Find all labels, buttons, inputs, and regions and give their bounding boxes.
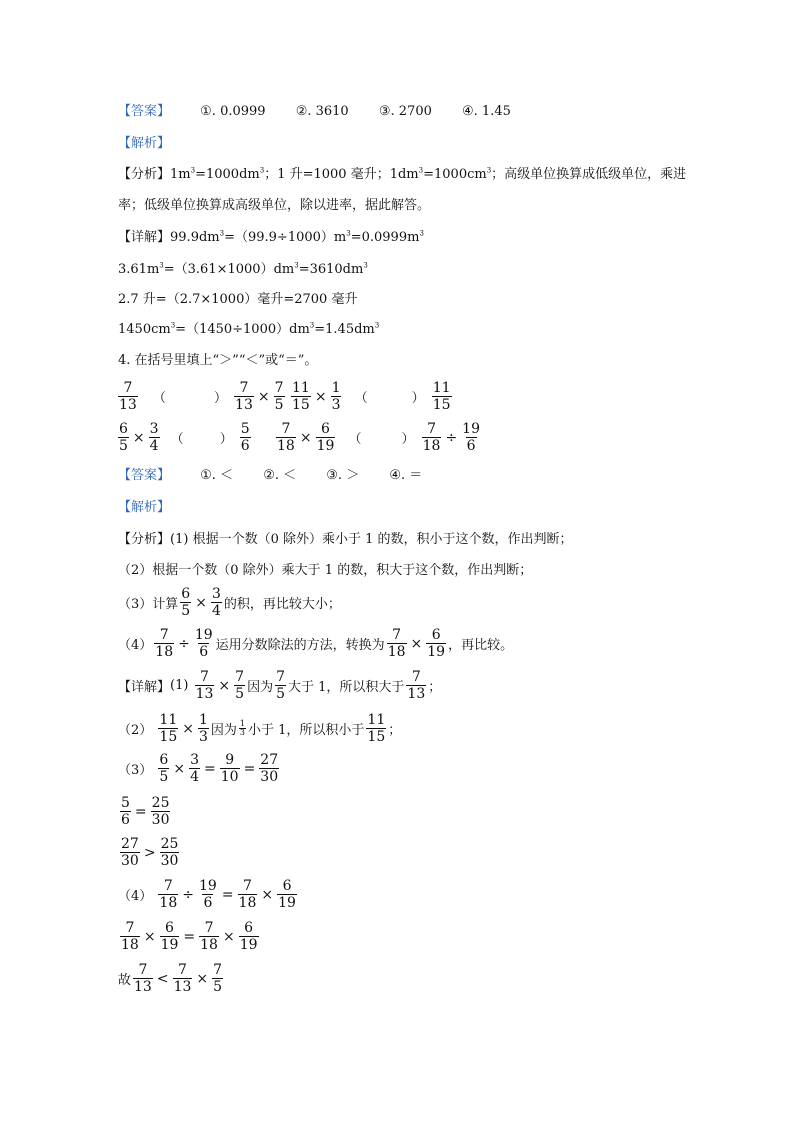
equals-sign: = xyxy=(221,886,234,903)
fraction xyxy=(461,421,481,454)
numerator: 11 xyxy=(292,380,310,396)
fraction xyxy=(189,752,200,785)
fraction xyxy=(173,962,193,995)
fraction xyxy=(198,712,209,745)
analysis2-fenxi-4 xyxy=(118,627,513,660)
text: ；1 升=1000 毫升；1dm xyxy=(264,167,419,182)
answer-item: ②. 3610 xyxy=(295,104,349,119)
numerator: 7 xyxy=(204,920,214,936)
xiangjie-tag: 【详解】 xyxy=(118,680,171,695)
numerator: 11 xyxy=(159,712,178,728)
detail2-line-6 xyxy=(118,878,299,911)
less-than-sign: < xyxy=(156,970,169,987)
text: ；高级单位换算成低级单位，乘进 xyxy=(491,167,687,182)
denominator: 15 xyxy=(432,397,451,413)
numerator: 7 xyxy=(392,627,402,643)
denominator: 6 xyxy=(466,438,476,454)
denominator: 5 xyxy=(274,397,284,413)
superscript: 3 xyxy=(418,166,424,175)
fraction xyxy=(387,627,407,660)
blank-close-paren: ） xyxy=(411,391,425,406)
numerator: 7 xyxy=(138,962,148,978)
denominator: 30 xyxy=(151,812,170,828)
numerator: 6 xyxy=(181,586,191,602)
blank-open-paren: （ xyxy=(152,391,166,406)
text: 1450cm xyxy=(118,322,171,337)
superscript: 3 xyxy=(219,229,225,238)
denominator: 19 xyxy=(239,937,258,953)
times-sign: × xyxy=(218,677,231,694)
text: 大于 1，所以积大于 xyxy=(288,680,405,695)
answer-line-1 xyxy=(118,103,511,121)
fraction xyxy=(259,752,279,785)
fraction xyxy=(239,720,246,737)
denominator: 18 xyxy=(121,937,139,953)
answer-tag: 【答案】 xyxy=(118,468,171,483)
times-sign: × xyxy=(195,594,207,611)
numerator: 19 xyxy=(198,878,217,894)
detail-line-2 xyxy=(118,261,368,279)
denominator: 4 xyxy=(211,603,221,619)
denominator: 18 xyxy=(155,644,174,660)
fraction xyxy=(160,836,180,869)
equals-sign: = xyxy=(183,928,196,945)
numerator: 3 xyxy=(149,421,159,437)
numerator: 6 xyxy=(159,752,169,768)
equals-sign: = xyxy=(134,803,147,820)
answer-line-2 xyxy=(118,467,422,485)
denominator: 18 xyxy=(422,438,441,454)
superscript: 3 xyxy=(486,166,492,175)
superscript: 3 xyxy=(346,229,351,238)
answer-item: ③. ＞ xyxy=(326,468,360,483)
numerator: 11 xyxy=(432,380,451,396)
fraction xyxy=(180,586,191,619)
denominator: 3 xyxy=(331,397,341,413)
times-sign: × xyxy=(299,429,312,446)
denominator: 15 xyxy=(159,729,178,745)
text: =（1450÷1000）dm xyxy=(175,322,310,337)
numerator: 1 xyxy=(239,719,246,728)
numerator: 5 xyxy=(121,795,130,811)
detail2-line-7 xyxy=(118,920,261,953)
numerator: 7 xyxy=(411,669,421,685)
numerator: 6 xyxy=(165,920,174,936)
blank-close-paren: ） xyxy=(213,391,227,406)
numerator: 6 xyxy=(431,627,441,643)
fraction xyxy=(120,920,140,953)
text: （4） xyxy=(118,889,153,904)
times-sign: × xyxy=(257,388,270,405)
blank-open-paren: （ xyxy=(354,391,368,406)
fraction xyxy=(406,669,426,702)
text: 3.61m xyxy=(118,262,160,277)
denominator: 30 xyxy=(160,853,179,869)
fraction xyxy=(120,795,131,828)
divide-sign: ÷ xyxy=(178,635,190,652)
fraction xyxy=(274,380,285,413)
times-sign: × xyxy=(261,886,274,903)
equals-sign: = xyxy=(204,760,216,777)
times-sign: × xyxy=(222,928,235,945)
numerator: 27 xyxy=(121,836,139,852)
superscript: 3 xyxy=(419,229,424,238)
blank-close-paren: ） xyxy=(219,432,233,447)
denominator: 5 xyxy=(276,686,285,702)
denominator: 5 xyxy=(181,603,191,619)
denominator: 13 xyxy=(134,979,152,995)
fraction xyxy=(331,380,342,413)
numerator: 6 xyxy=(282,878,292,894)
text: =（99.9÷1000）m xyxy=(224,230,347,245)
text: ； xyxy=(388,723,402,738)
denominator: 18 xyxy=(277,438,295,454)
fraction xyxy=(118,380,138,413)
divide-sign: ÷ xyxy=(182,886,194,903)
text: =1000cm xyxy=(423,167,487,182)
fraction xyxy=(154,627,174,660)
fraction xyxy=(199,920,219,953)
q4-item-1 xyxy=(116,380,287,413)
answer-item: ④. 1.45 xyxy=(462,104,511,119)
denominator: 5 xyxy=(119,438,128,454)
text: ，再比较。 xyxy=(448,638,514,653)
numerator: 6 xyxy=(244,920,254,936)
fraction xyxy=(151,795,171,828)
fraction xyxy=(158,878,178,911)
times-sign: × xyxy=(173,760,186,777)
superscript: 3 xyxy=(294,261,299,270)
denominator: 10 xyxy=(220,769,239,785)
detail2-line-5 xyxy=(118,836,181,869)
text: =3610dm xyxy=(298,262,364,277)
numerator: 7 xyxy=(243,878,252,894)
numerator: 19 xyxy=(462,421,480,437)
text: 小于 1，所以积小于 xyxy=(248,723,365,738)
fraction xyxy=(238,878,258,911)
fraction xyxy=(234,380,254,413)
fraction xyxy=(275,669,286,702)
numerator: 6 xyxy=(119,421,128,437)
denominator: 13 xyxy=(407,686,426,702)
superscript: 3 xyxy=(159,261,164,270)
times-sign: × xyxy=(314,388,327,405)
fraction xyxy=(240,421,251,454)
numerator: 25 xyxy=(160,836,179,852)
denominator: 3 xyxy=(198,729,208,745)
times-sign: × xyxy=(132,429,145,446)
numerator: 7 xyxy=(178,962,187,978)
denominator: 15 xyxy=(367,729,386,745)
text: （3） xyxy=(118,763,153,778)
denominator: 13 xyxy=(173,979,192,995)
question-4-title: 4. 在括号里填上“＞”“＜”或“＝”。 xyxy=(118,353,318,368)
numerator: 3 xyxy=(211,586,221,602)
numerator: 6 xyxy=(321,421,330,437)
text: 因为 xyxy=(247,680,274,695)
analysis-fenxi-line-2: 率；低级单位换算成高级单位，除以进率，据此解答。 xyxy=(118,198,431,213)
q4-item-2 xyxy=(289,380,454,413)
fraction xyxy=(220,752,240,785)
denominator: 6 xyxy=(121,812,130,828)
denominator: 19 xyxy=(278,895,296,911)
superscript: 3 xyxy=(309,321,315,330)
numerator: 7 xyxy=(239,380,249,396)
numerator: 25 xyxy=(151,795,170,811)
superscript: 3 xyxy=(363,261,368,270)
numerator: 5 xyxy=(240,421,250,437)
denominator: 5 xyxy=(159,769,169,785)
text: =1000dm xyxy=(195,167,260,182)
fenxi-tag: 【分析】 xyxy=(118,167,171,182)
fraction xyxy=(194,627,214,660)
denominator: 3 xyxy=(239,728,246,737)
fraction xyxy=(198,878,218,911)
numerator: 7 xyxy=(235,669,245,685)
fenxi-tag: 【分析】 xyxy=(118,532,171,547)
blank-open-paren: （ xyxy=(348,432,362,447)
denominator: 5 xyxy=(213,979,223,995)
detail2-line-8 xyxy=(118,962,225,995)
fraction xyxy=(277,878,297,911)
answer-item: ④. ＝ xyxy=(389,468,423,483)
text: =（3.61×1000）dm xyxy=(163,262,295,277)
numerator: 27 xyxy=(260,752,279,768)
fraction xyxy=(239,920,259,953)
detail2-line-1 xyxy=(118,669,441,702)
denominator: 19 xyxy=(316,438,335,454)
denominator: 13 xyxy=(195,686,214,702)
detail-line-4 xyxy=(118,321,379,339)
numerator: 9 xyxy=(225,752,235,768)
denominator: 19 xyxy=(160,937,179,953)
denominator: 13 xyxy=(235,397,253,413)
denominator: 18 xyxy=(387,644,406,660)
numerator: 1 xyxy=(198,712,208,728)
analysis2-fenxi-3 xyxy=(118,586,341,619)
denominator: 6 xyxy=(199,644,209,660)
text: 99.9dm xyxy=(170,230,220,245)
text: (1) 根据一个数（0 除外）乘小于 1 的数，积小于这个数，作出判断； xyxy=(170,532,573,547)
fraction xyxy=(149,421,160,454)
denominator: 4 xyxy=(149,438,159,454)
fraction xyxy=(276,421,296,454)
equals-sign: = xyxy=(243,760,256,777)
text: =1.45dm xyxy=(314,322,375,337)
text: （2） xyxy=(118,723,153,738)
fraction xyxy=(118,421,129,454)
analysis2-fenxi-2: （2）根据一个数（0 除外）乘大于 1 的数，积大于这个数，作出判断； xyxy=(118,563,533,578)
times-sign: × xyxy=(410,635,423,652)
detail-line-3: 2.7 升=（2.7×1000）毫升=2700 毫升 xyxy=(118,292,358,307)
q4-item-3 xyxy=(116,421,253,454)
text: （3）计算 xyxy=(118,597,179,612)
fraction xyxy=(120,836,140,869)
times-sign: × xyxy=(143,928,156,945)
times-sign: × xyxy=(182,720,194,737)
answer-item: ①. ＜ xyxy=(200,468,234,483)
text: 的积，再比较大小； xyxy=(223,597,341,612)
analysis2-fenxi-1 xyxy=(118,531,573,549)
divide-sign: ÷ xyxy=(445,429,458,446)
superscript: 3 xyxy=(259,166,265,175)
superscript: 3 xyxy=(190,166,196,175)
blank-close-paren: ） xyxy=(401,432,415,447)
numerator: 3 xyxy=(190,752,199,768)
text: 故 xyxy=(118,973,132,988)
numerator: 7 xyxy=(200,669,209,685)
denominator: 18 xyxy=(238,895,257,911)
denominator: 6 xyxy=(203,895,213,911)
fraction xyxy=(211,586,222,619)
fraction xyxy=(212,962,223,995)
numerator: 7 xyxy=(159,627,169,643)
blank-open-paren: （ xyxy=(170,432,184,447)
text: 因为 xyxy=(210,723,237,738)
answer-tag: 【答案】 xyxy=(118,104,171,119)
fraction xyxy=(158,752,169,785)
superscript: 3 xyxy=(374,321,380,330)
denominator: 18 xyxy=(159,895,178,911)
denominator: 18 xyxy=(200,937,218,953)
fraction xyxy=(426,627,446,660)
q4-item-4 xyxy=(274,421,483,454)
text: (1) xyxy=(170,678,189,693)
detail-line-1 xyxy=(118,229,424,247)
fraction xyxy=(432,380,452,413)
numerator: 7 xyxy=(274,380,284,396)
answer-item: ②. ＜ xyxy=(263,468,297,483)
numerator: 7 xyxy=(125,920,135,936)
fraction xyxy=(366,712,386,745)
fraction xyxy=(195,669,215,702)
detail2-line-4 xyxy=(118,795,172,828)
fraction xyxy=(158,712,178,745)
superscript: 3 xyxy=(170,321,176,330)
times-sign: × xyxy=(196,970,209,987)
numerator: 11 xyxy=(367,712,386,728)
text: （4） xyxy=(118,638,153,653)
numerator: 7 xyxy=(213,962,223,978)
denominator: 5 xyxy=(235,686,245,702)
fraction xyxy=(133,962,153,995)
greater-than-sign: > xyxy=(143,844,156,861)
fraction xyxy=(291,380,311,413)
analysis-tag-2: 【解析】 xyxy=(118,500,171,515)
fraction xyxy=(422,421,442,454)
text: 运用分数除法的方法，转换为 xyxy=(215,638,385,653)
text: 1m xyxy=(170,167,191,182)
numerator: 19 xyxy=(194,627,213,643)
denominator: 4 xyxy=(190,769,199,785)
detail2-line-3 xyxy=(118,752,281,785)
detail2-line-2 xyxy=(118,712,401,745)
text: =0.0999m xyxy=(350,230,420,245)
fraction xyxy=(316,421,336,454)
fraction xyxy=(160,920,180,953)
numerator: 7 xyxy=(123,380,133,396)
analysis-tag: 【解析】 xyxy=(118,136,171,151)
text: ； xyxy=(428,680,442,695)
denominator: 30 xyxy=(260,769,279,785)
denominator: 6 xyxy=(240,438,250,454)
denominator: 30 xyxy=(121,853,139,869)
denominator: 15 xyxy=(292,397,310,413)
denominator: 19 xyxy=(427,644,446,660)
numerator: 7 xyxy=(281,421,291,437)
answer-item: ③. 2700 xyxy=(378,104,432,119)
numerator: 7 xyxy=(427,421,436,437)
numerator: 1 xyxy=(331,380,341,396)
answer-item: ①. 0.0999 xyxy=(200,104,266,119)
numerator: 7 xyxy=(276,669,285,685)
numerator: 7 xyxy=(163,878,173,894)
xiangjie-tag: 【详解】 xyxy=(118,230,171,245)
analysis-fenxi-line-1 xyxy=(118,166,686,184)
fraction xyxy=(234,669,245,702)
denominator: 13 xyxy=(119,397,137,413)
